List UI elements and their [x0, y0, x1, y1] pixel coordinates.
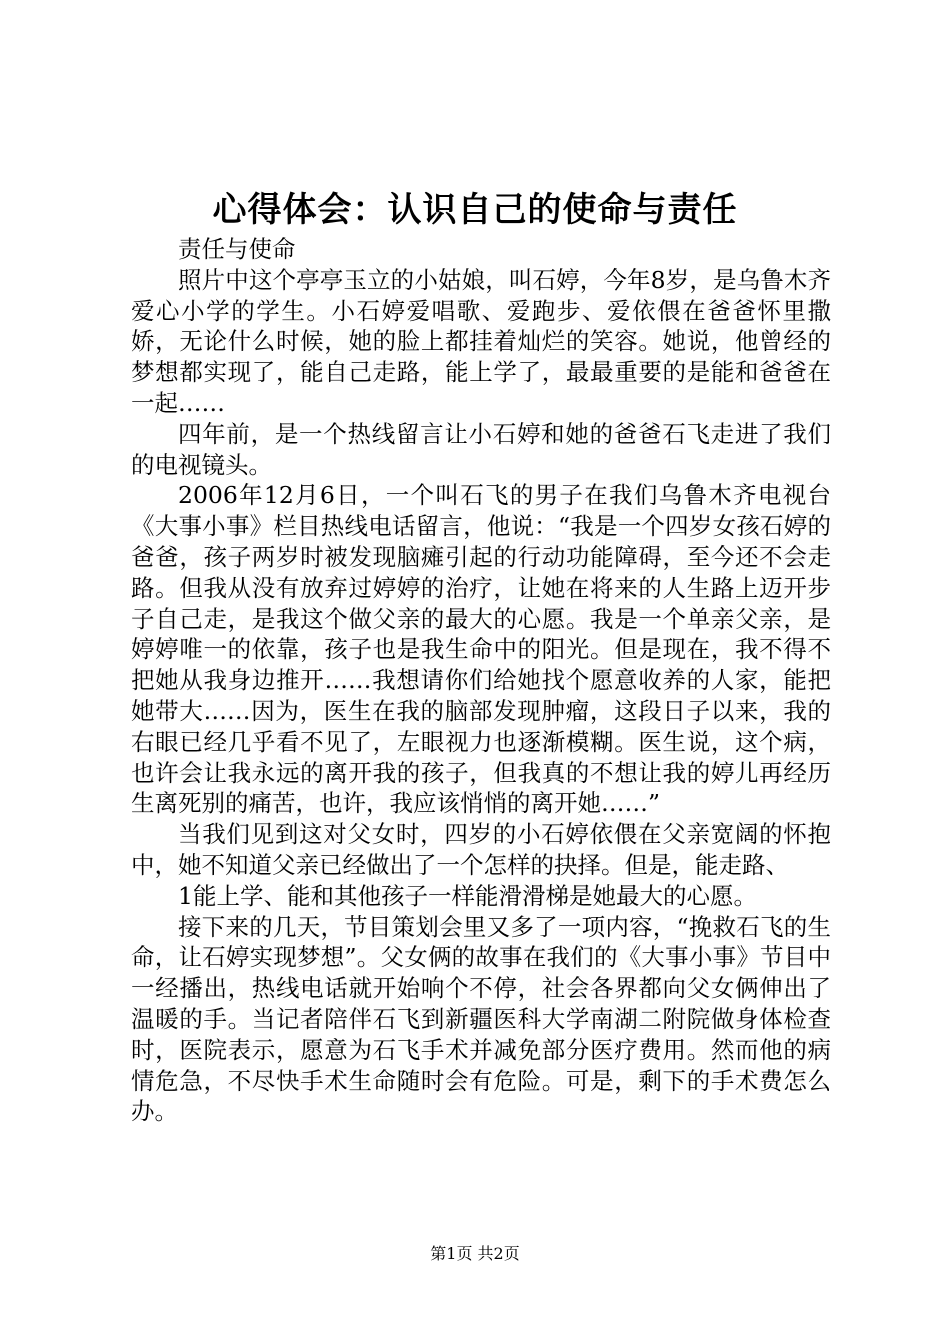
document-body	[131, 234, 831, 1127]
paragraph: 1能上学、能和其他孩子一样能滑滑梯是她最大的心愿。	[178, 881, 757, 910]
paragraph: 2006年12月6日，一个叫石飞的男子在我们乌鲁木齐电视台《大事小事》栏目热线电话留言，他说：“我是一个四岁女孩石婷的爸爸，孩子两岁时被发现脑瘫引起的行动功能障碍，至今还不会走路。但我从没有放弃过婷婷的治疗，让她在将来的人生路上迈开步子自己走，是我这个做父亲的最大的心愿。我是一个单亲父亲，是婷婷唯一的依靠，孩子也是我生命中的阳光。但是现在，我不得不把她从我身边推开……我想请你们给她找个愿意收养的人家，能把她带大……因为，医生在我的脑部发现肿瘤，这段日子以来，我的右眼已经几乎看不见了，左眼视力也逐渐模糊。医生说，这个病，也许会让我永远的离开我的孩子，但我真的不想让我的婷儿再经历生离死别的痛苦，也许，我应该悄悄的离开她……”	[131, 481, 831, 818]
paragraph: 照片中这个亭亭玉立的小姑娘，叫石婷，今年8岁，是乌鲁木齐爱心小学的学生。小石婷爱唱歌、爱跑步、爱依偎在爸爸怀里撒娇，无论什么时候，她的脸上都挂着灿烂的笑容。她说，他曾经的梦想都实现了，能自己走路，能上学了，最最重要的是能和爸爸在一起……	[131, 265, 831, 417]
page-number-footer: 第1页 共2页	[430, 1244, 520, 1263]
paragraph: 四年前，是一个热线留言让小石婷和她的爸爸石飞走进了我们的电视镜头。	[131, 419, 831, 479]
paragraph: 接下来的几天，节目策划会里又多了一项内容，“挽救石飞的生命，让石婷实现梦想”。父女俩的故事在我们的《大事小事》节目中一经播出，热线电话就开始响个不停，社会各界都向父女俩伸出了温暖的手。当记者陪伴石飞到新疆医科大学南湖二附院做身体检查时，医院表示，愿意为石飞手术并减免部分医疗费用。然而他的病情危急，不尽快手术生命随时会有危险。可是，剩下的手术费怎么办。	[131, 912, 831, 1126]
document-title: 心得体会：认识自己的使命与责任	[212, 190, 738, 230]
paragraph-subtitle: 责任与使命	[178, 235, 296, 263]
paragraph: 当我们见到这对父女时，四岁的小石婷依偎在父亲宽阔的怀抱中，她不知道父亲已经做出了一个怎样的抉择。但是，能走路、	[131, 820, 831, 879]
